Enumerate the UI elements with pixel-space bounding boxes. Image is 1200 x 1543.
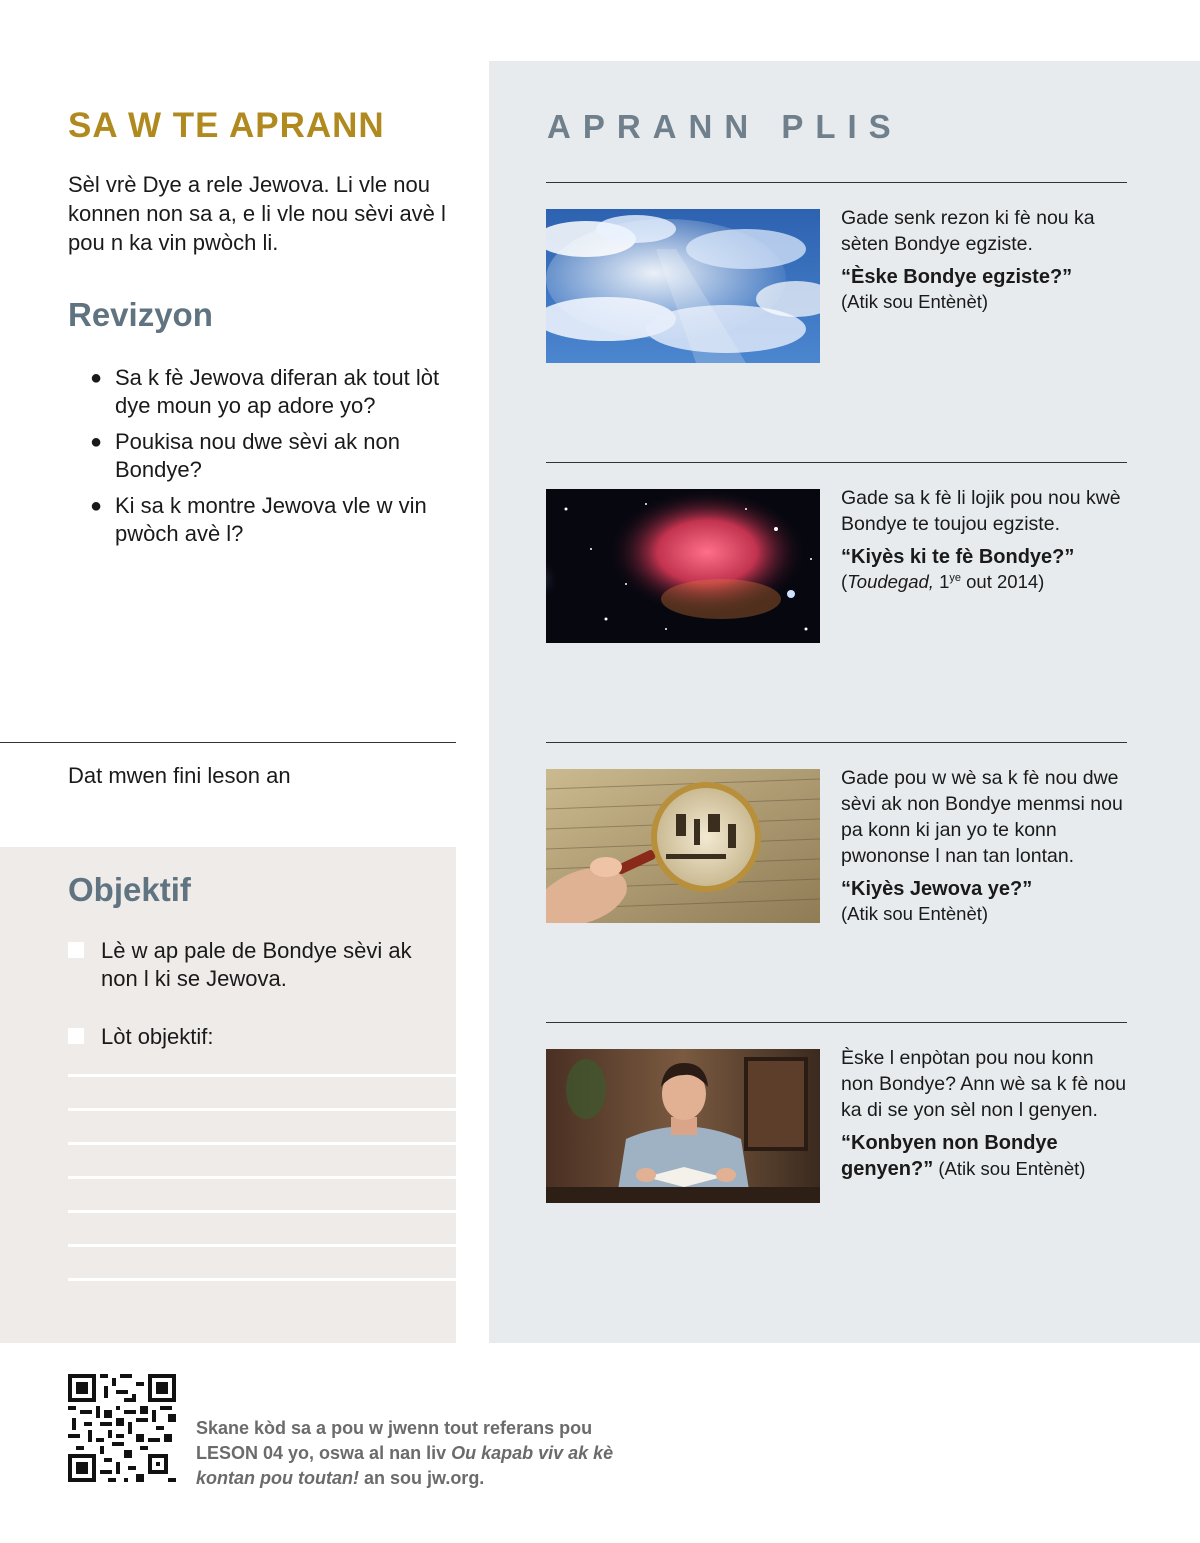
writing-line[interactable] xyxy=(68,1074,456,1077)
card-divider xyxy=(546,462,1127,463)
learn-more-title: APRANN PLIS xyxy=(547,108,903,145)
article-source: (Atik sou Entènèt) xyxy=(933,1158,1086,1179)
card-description: Gade pou w wè sa k fè nou dwe sèvi ak non Bondye menmsi nou pa konn ki jan yo te konn pwononse l nan tan lontan. xyxy=(841,767,1123,867)
nebula-image[interactable] xyxy=(546,489,820,643)
card-text xyxy=(841,765,1131,926)
goals-box xyxy=(0,847,456,1343)
article-reference xyxy=(841,1130,1131,1182)
checkbox-icon[interactable] xyxy=(68,942,84,958)
review-question: Sa k fè Jewova diferan ak tout lòt dye moun yo ap adore yo? xyxy=(115,365,440,418)
man-reading-illustration xyxy=(546,1049,820,1203)
writing-line[interactable] xyxy=(68,1244,456,1247)
article-link[interactable]: “Konbyen non Bondye genyen?” xyxy=(841,1132,1058,1180)
footer-instruction: Skane kòd sa a pou w jwenn tout referans pou LESON 04 yo, oswa al nan liv Ou kapab viv ak kè kontan pou toutan! an sou jw.org. xyxy=(196,1418,614,1488)
article-link[interactable]: “Kiyès Jewova ye?” xyxy=(841,878,1033,900)
man-reading-image[interactable] xyxy=(546,1049,820,1203)
bullet-icon: ● xyxy=(90,367,103,389)
card-description: Gade sa k fè li lojik pou nou kwè Bondye te toujou egziste. xyxy=(841,487,1121,535)
review-question: Poukisa nou dwe sèvi ak non Bondye? xyxy=(115,429,400,482)
review-item xyxy=(90,364,450,420)
qr-code-graphic xyxy=(68,1374,176,1482)
book-title: Ou kapab viv ak kè kontan pou toutan! xyxy=(196,1443,614,1488)
bullet-icon: ● xyxy=(90,495,103,517)
clouds-sky-image[interactable] xyxy=(546,209,820,363)
checkbox-icon[interactable] xyxy=(68,1028,84,1044)
writing-line[interactable] xyxy=(68,1210,456,1213)
writing-line[interactable] xyxy=(68,1278,456,1281)
article-link[interactable]: “Èske Bondye egziste?” xyxy=(841,266,1073,288)
card-description: Èske l enpòtan pou nou konn non Bondye? Ann wè sa k fè nou ka di se yon sèl non l genyen. xyxy=(841,1047,1127,1121)
learned-title: SA W TE APRANN xyxy=(68,106,385,145)
goal-label: Lè w ap pale de Bondye sèvi ak non l ki se Jewova. xyxy=(101,938,412,991)
card-text xyxy=(841,205,1131,314)
magazine-name: Toudegad, xyxy=(847,571,934,592)
bullet-icon: ● xyxy=(90,431,103,453)
article-source: (Toudegad, $1^{ye}$ out 2014) xyxy=(841,571,1045,592)
magnifying-glass-illustration xyxy=(546,769,820,923)
writing-line[interactable] xyxy=(68,1108,456,1111)
completion-date-label[interactable]: Dat mwen fini leson an xyxy=(68,763,291,788)
goals-heading: Objektif xyxy=(68,871,191,908)
magnifying-glass-tetragrammaton-image[interactable] xyxy=(546,769,820,923)
article-link[interactable]: “Kiyès ki te fè Bondye?” xyxy=(841,546,1075,568)
clouds-sky-illustration xyxy=(546,209,820,363)
writing-line[interactable] xyxy=(68,1176,456,1179)
review-item xyxy=(90,492,450,548)
card-divider xyxy=(546,182,1127,183)
writing-line[interactable] xyxy=(68,1142,456,1145)
review-question: Ki sa k montre Jewova vle w vin pwòch avè l? xyxy=(115,493,427,546)
goal-label: Lòt objektif: xyxy=(101,1024,214,1049)
learned-summary: Sèl vrè Dye a rele Jewova. Li vle nou konnen non sa a, e li vle nou sèvi avè l pou n ka vin pwòch li. xyxy=(68,172,446,255)
goal-item[interactable] xyxy=(68,937,428,993)
section-divider xyxy=(0,742,456,743)
card-text xyxy=(841,1045,1131,1182)
card-divider xyxy=(546,1022,1127,1023)
card-text xyxy=(841,485,1131,594)
review-heading: Revizyon xyxy=(68,296,213,333)
nebula-illustration xyxy=(546,489,820,643)
review-list xyxy=(90,364,450,556)
card-description: Gade senk rezon ki fè nou ka sèten Bondye egziste. xyxy=(841,207,1095,255)
article-source: (Atik sou Entènèt) xyxy=(841,291,989,312)
review-item xyxy=(90,428,450,484)
card-divider xyxy=(546,742,1127,743)
goal-item[interactable] xyxy=(68,1023,428,1051)
qr-code-icon[interactable] xyxy=(68,1374,176,1482)
article-source: (Atik sou Entènèt) xyxy=(841,903,989,924)
